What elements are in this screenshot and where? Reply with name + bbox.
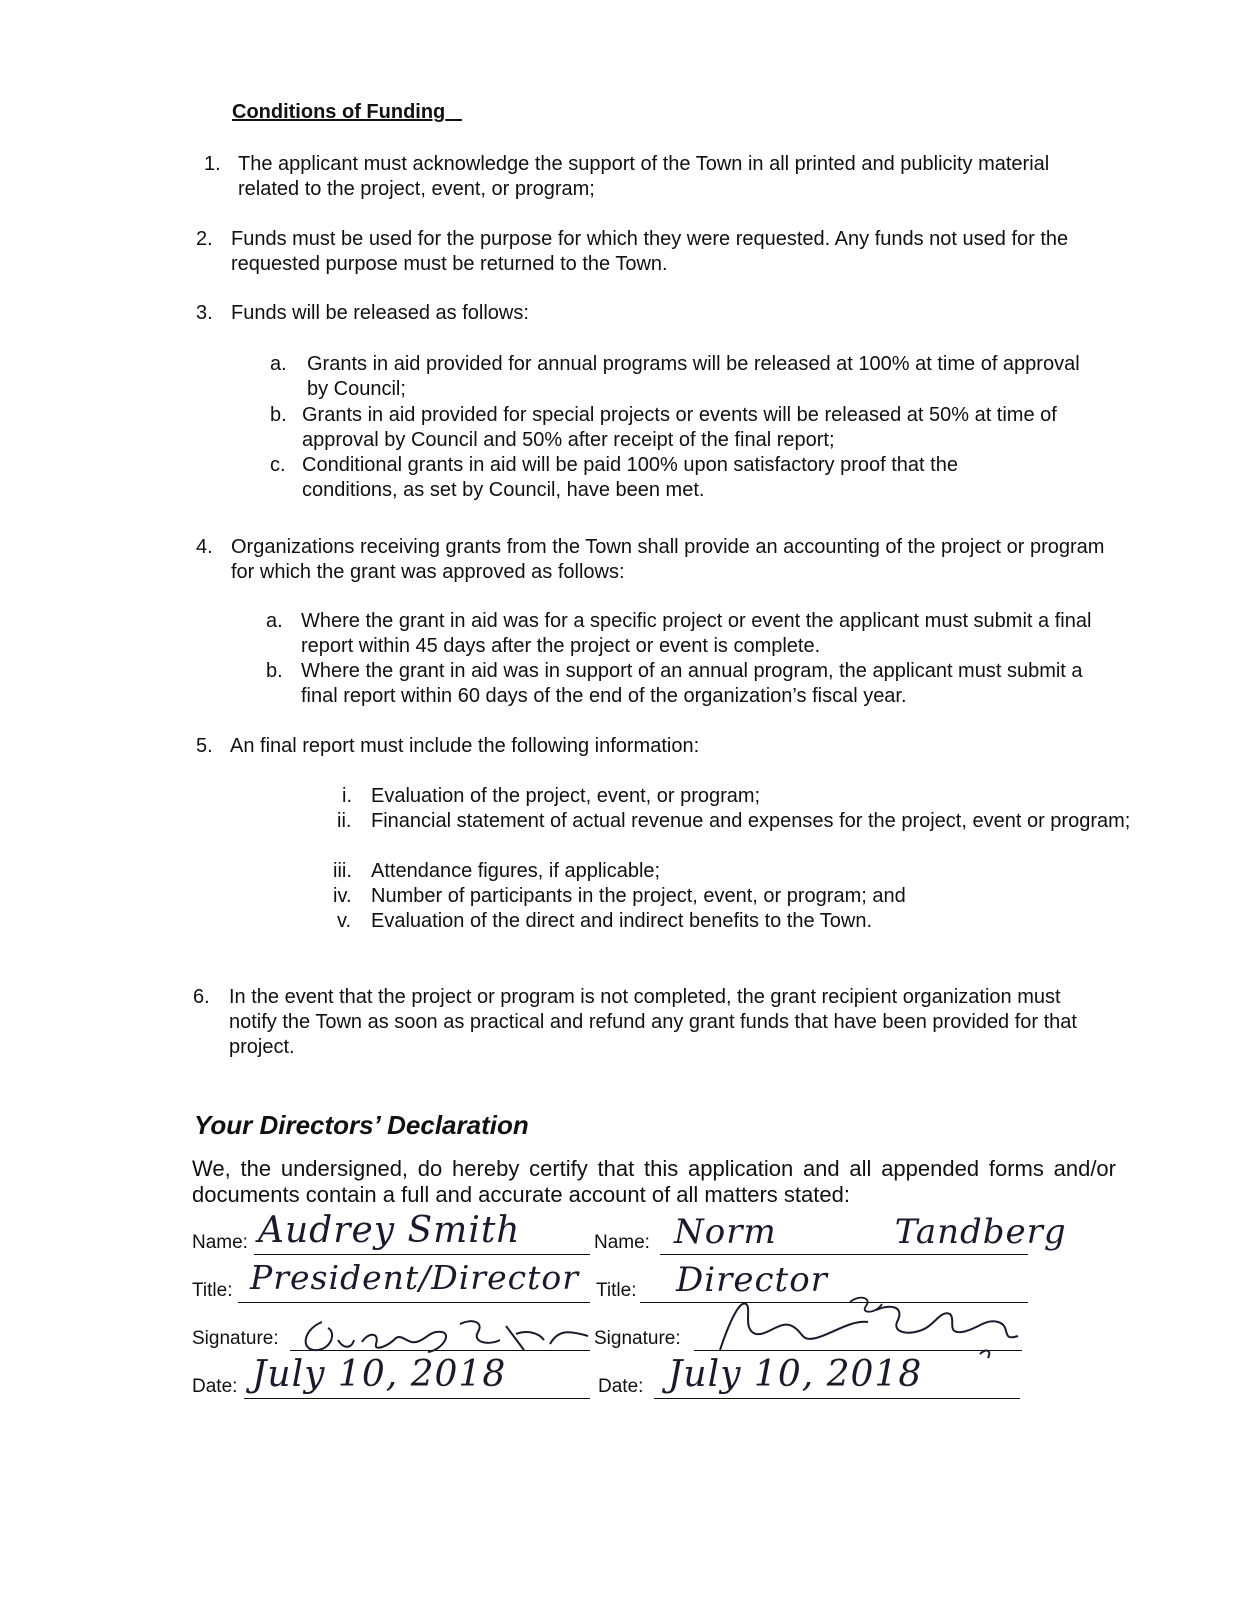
right-name-label: Name: [594,1232,650,1253]
item-1-text: The applicant must acknowledge the support of the Town in all printed and publicity material related to the project, event, or program; [238,153,1050,200]
item-3b-number: b. [270,404,287,426]
item-5ii-number: ii. [337,810,352,832]
item-5iii-text: Attendance figures, if applicable; [371,860,661,882]
declaration-title: Your Directors’ Declaration [194,1110,529,1140]
item-4-number: 4. [196,536,213,558]
item-5-text: An final report must include the following information: [230,735,700,757]
right-title-label: Title: [596,1280,637,1301]
left-date-value: July 10, 2018 [252,1354,507,1395]
item-4b-number: b. [266,660,283,682]
declaration-text: We, the undersigned, do hereby certify that this application and all appended forms and/or documents contain a full and accurate account of all matters stated: [192,1156,1116,1207]
item-3a-text: Grants in aid provided for annual programs will be released at 100% at time of approval by Council; [307,353,1080,400]
item-1-number: 1. [204,153,221,175]
item-5-number: 5. [196,735,213,757]
item-3c-text: Conditional grants in aid will be paid 100% upon satisfactory proof that the conditions, as set by Council, have been met. [302,454,958,501]
item-3-text: Funds will be released as follows: [231,302,529,324]
left-name-line [254,1254,590,1255]
left-title-value: President/Director [250,1258,579,1297]
item-6-text: In the event that the project or program is not completed, the grant recipient organization must notify the Town as soon as practical and refund any grant funds that have been provided for that project. [229,986,1077,1058]
item-5iv-number: iv. [333,885,352,907]
item-5v-number: v. [337,910,352,932]
item-5i-number: i. [342,785,352,807]
item-3c-number: c. [270,454,286,476]
item-2-number: 2. [196,228,213,250]
left-date-label: Date: [192,1376,238,1397]
right-signature-image [700,1290,1030,1360]
left-name-label: Name: [192,1232,248,1253]
right-name-line [660,1254,1028,1255]
left-date-line [244,1398,590,1399]
item-4-text: Organizations receiving grants from the Town shall provide an accounting of the project or program for which the grant was approved as follows: [231,536,1105,583]
right-date-label: Date: [598,1376,644,1397]
right-date-line [654,1398,1020,1399]
conditions-heading: Conditions of Funding [232,101,446,123]
right-signature-label: Signature: [594,1328,681,1349]
right-title-value: Director [676,1260,828,1300]
left-name-value: Audrey Smith [258,1210,521,1251]
item-5iii-number: iii. [333,860,352,882]
item-3b-text: Grants in aid provided for special projects or events will be released at 50% at time of approval by Council and 50% after receipt of the final report; [302,404,1057,451]
item-6-number: 6. [193,986,210,1008]
item-5ii-text: Financial statement of actual revenue and expenses for the project, event or program; [371,810,1131,832]
right-date-value: July 10, 2018 [668,1354,923,1395]
left-signature-image [292,1310,592,1360]
item-5i-text: Evaluation of the project, event, or program; [371,785,761,807]
item-3a-number: a. [270,353,287,375]
item-4b-text: Where the grant in aid was in support of an annual program, the applicant must submit a final report within 60 days of the end of the organization’s fiscal year. [301,660,1083,707]
left-title-label: Title: [192,1280,233,1301]
right-name-value: Norm Tandberg [674,1212,1067,1252]
item-5iv-text: Number of participants in the project, event, or program; and [371,885,906,907]
item-2-text: Funds must be used for the purpose for which they were requested. Any funds not used for the requested purpose must be returned to the Town. [231,228,1069,275]
left-signature-label: Signature: [192,1328,279,1349]
item-3-number: 3. [196,302,213,324]
item-4a-number: a. [266,610,283,632]
item-4a-text: Where the grant in aid was for a specific project or event the applicant must submit a final report within 45 days after the project or event is complete. [301,610,1092,657]
item-5v-text: Evaluation of the direct and indirect benefits to the Town. [371,910,873,932]
left-title-line [238,1302,590,1303]
